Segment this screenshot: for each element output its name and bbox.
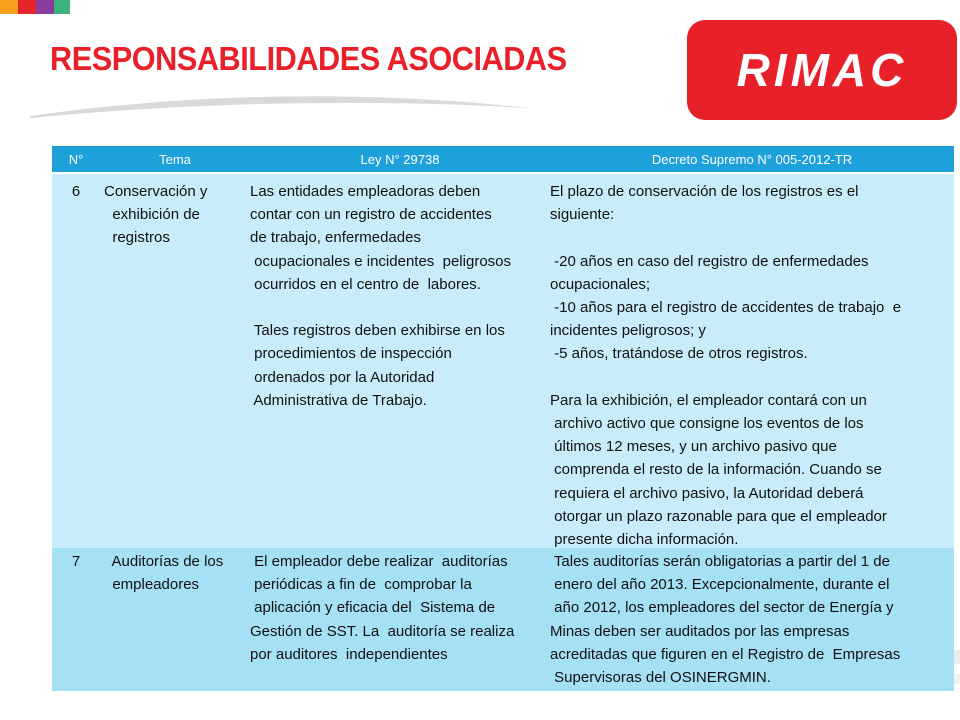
responsibilities-table	[52, 146, 954, 691]
title-underline-swoosh	[30, 86, 530, 126]
rimac-logo-wordmark	[712, 40, 932, 100]
header-ley: Ley N° 29738	[360, 151, 440, 167]
table-row	[52, 548, 954, 691]
row-number: 6	[71, 183, 81, 200]
row-decreto: El plazo de conservación de los registros es el siguiente: -20 años en caso del registro de enfermedades ocupacionales; -10 años para el registro de accidentes de trabajo e incidentes peligrosos; y -5 años, tratándose de otros registros. Para la exhibición, el empleador contará con un archivo activo que consigne los eventos de los últimos 12 meses, y un archivo pasivo que comprenda el resto de la información. Cuando se requiera el archivo pasivo, la Autoridad deberá otorgar un plazo razonable para que el empleador presente dicha información.	[550, 183, 902, 549]
corner-block-red	[18, 0, 36, 14]
row-ley: Las entidades empleadoras deben contar con un registro de accidentes de trabajo, enfermedades ocupacionales e incidentes peligrosos ocurridos en el centro de labores. Tales registros deben exhibirse en los procedimientos de inspección ordenados por la Autoridad Administrativa de Trabajo.	[250, 183, 511, 409]
row-number: 7	[71, 553, 81, 570]
page-title: RESPONSABILIDADES ASOCIADAS	[50, 40, 567, 77]
row-decreto: Tales auditorías serán obligatorias a partir del 1 de enero del año 2013. Excepcionalmente, durante el año 2012, los empleadores del sector de Energía y Minas deben ser auditados por las empresas acreditadas que figuren en el Registro de Empresas Supervisoras del OSINERGMIN.	[550, 553, 901, 687]
table-row	[52, 172, 954, 548]
row-tema: Auditorías de los empleadores	[104, 553, 224, 594]
row-tema: Conservación y exhibición de registros	[104, 183, 208, 247]
header-tema: Tema	[159, 151, 191, 167]
header-decreto: Decreto Supremo N° 005-2012-TR	[651, 151, 853, 167]
corner-block-green	[54, 0, 70, 14]
corner-block-orange	[0, 0, 18, 14]
table-header-row	[52, 146, 954, 172]
rimac-logo	[687, 20, 957, 120]
corner-block-purple	[36, 0, 54, 14]
row-ley: El empleador debe realizar auditorías periódicas a fin de comprobar la aplicación y eficacia del Sistema de Gestión de SST. La auditoría se realiza por auditores independientes	[250, 553, 515, 663]
header-number: N°	[68, 151, 84, 167]
svg-text:RIMAC: RIMAC	[736, 44, 908, 96]
